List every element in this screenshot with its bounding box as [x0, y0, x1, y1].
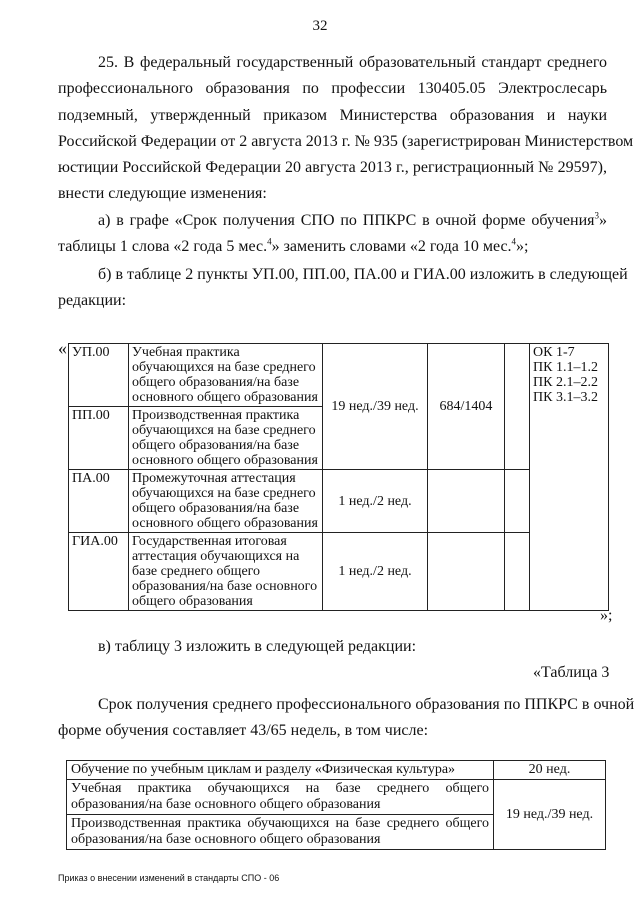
time-cell: 1 нед./2 нед.: [323, 533, 428, 611]
table-3-cell: Учебная практика обучающихся на базе среднего общего образования/на базе основного общего образования: [67, 780, 494, 815]
hours-cell: [428, 533, 505, 611]
table-row: [69, 344, 609, 407]
item-b-line-2: редакции:: [58, 292, 127, 309]
open-quote: «: [58, 338, 67, 358]
close-quote: »;: [600, 607, 613, 624]
desc-cell: Промежуточная аттестация обучающихся на базе среднего общего образования/на базе основного общего образования: [129, 470, 323, 533]
paragraph-25-line-3: подземный, утвержденный приказом Министерства образования и науки: [58, 107, 607, 124]
table-row: [67, 761, 606, 780]
desc-cell: Государственная итоговая аттестация обучающихся на базе среднего общего образования/на базе основного общего образования: [129, 533, 323, 611]
paragraph-25-line-1: 25. В федеральный государственный образовательный стандарт среднего: [98, 54, 607, 71]
item-a-line-1: а) в графе «Срок получения СПО по ППКРС в очной форме обучения$^3$»: [98, 210, 607, 229]
page-number: 32: [312, 18, 328, 34]
table-3: [66, 760, 606, 850]
paragraph-25-line-5: юстиции Российской Федерации 20 августа 2013 г., регистрационный № 29597),: [58, 159, 607, 176]
competencies-cell: [530, 344, 609, 611]
table-row: [69, 470, 609, 533]
table-3-intro-line-2: форме обучения составляет 43/65 недель, в том числе:: [58, 722, 429, 739]
code-cell: ПА.00: [69, 470, 129, 533]
desc-cell: Производственная практика обучающихся на базе среднего общего образования/на базе основного общего образования: [129, 407, 323, 470]
paragraph-25-line-6: внести следующие изменения:: [58, 185, 267, 202]
competency-item: ОК 1-7: [533, 345, 575, 360]
empty-cell: [505, 344, 530, 470]
hours-cell: [428, 470, 505, 533]
code-cell: УП.00: [69, 344, 129, 407]
competency-item: ПК 1.1–1.2: [533, 360, 598, 375]
competency-item: ПК 3.1–3.2: [533, 390, 598, 405]
item-a-line-2: таблицы 1 слова «2 года 5 мес.$^4$» заменить словами «2 года 10 мес.$^4$»;: [58, 236, 529, 255]
table-row: [69, 533, 609, 611]
code-cell: ГИА.00: [69, 533, 129, 611]
empty-cell: [505, 533, 530, 611]
table-3-cell: Обучение по учебным циклам и разделу «Физическая культура»: [67, 761, 494, 780]
table-3-cell: Производственная практика обучающихся на базе среднего общего образования/на базе основного общего образования: [67, 815, 494, 850]
paragraph-25-line-4: Российской Федерации от 2 августа 2013 г. № 935 (зарегистрирован Министерством: [58, 133, 634, 150]
code-cell: ПП.00: [69, 407, 129, 470]
table-3-value-cell: 19 нед./39 нед.: [494, 780, 606, 850]
time-cell: 19 нед./39 нед.: [323, 344, 428, 470]
table-3-value-cell: 20 нед.: [494, 761, 606, 780]
table-3-label: «Таблица 3: [533, 664, 610, 681]
table-3-intro-line-1: Срок получения среднего профессионального образования по ППКРС в очной: [98, 696, 635, 713]
empty-cell: [505, 470, 530, 533]
table-2: [68, 343, 609, 611]
hours-cell: 684/1404: [428, 344, 505, 470]
desc-cell: Учебная практика обучающихся на базе среднего общего образования/на базе основного общего образования: [129, 344, 323, 407]
table-row: [67, 780, 606, 815]
competency-item: ПК 2.1–2.2: [533, 375, 598, 390]
item-c: в) таблицу 3 изложить в следующей редакции:: [98, 638, 417, 655]
time-cell: 1 нед./2 нед.: [323, 470, 428, 533]
item-b-line-1: б) в таблице 2 пункты УП.00, ПП.00, ПА.00 и ГИА.00 изложить в следующей: [98, 266, 628, 283]
paragraph-25-line-2: профессионального образования по профессии 130405.05 Электрослесарь: [58, 80, 607, 97]
footer-note: Приказ о внесении изменений в стандарты СПО - 06: [58, 873, 280, 883]
